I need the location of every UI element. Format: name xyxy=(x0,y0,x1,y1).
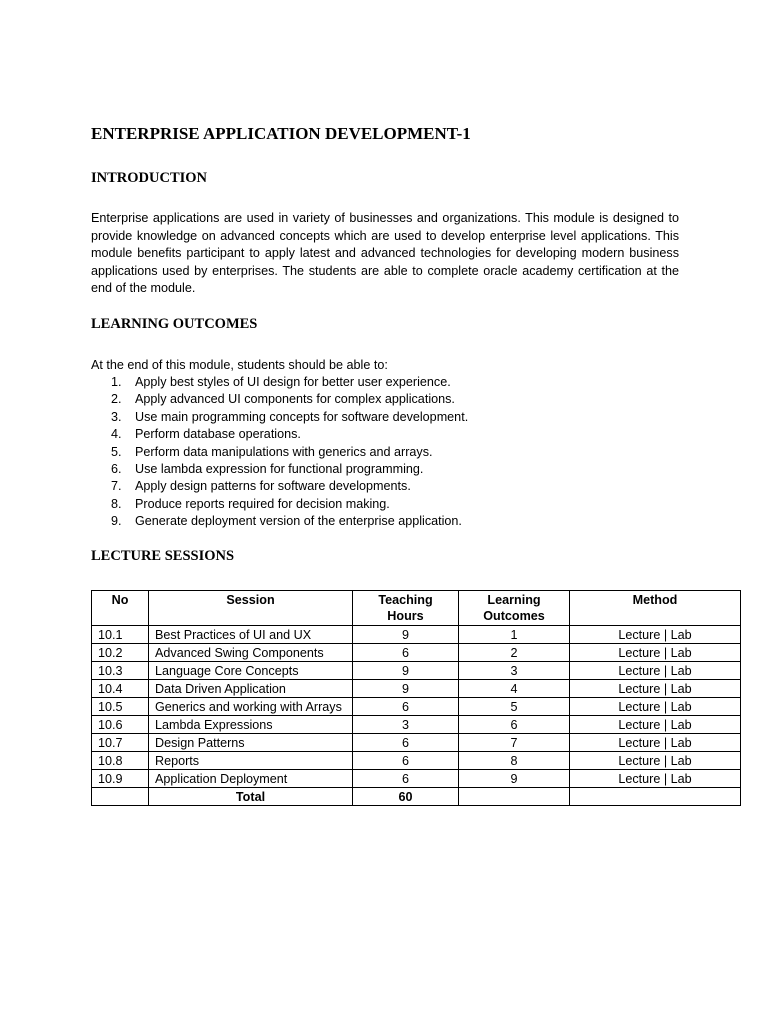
list-item-number: 2. xyxy=(111,392,122,407)
cell-teaching-hours: 9 xyxy=(353,626,459,644)
cell-learning-outcomes: 4 xyxy=(459,680,570,698)
list-item-text: Perform data manipulations with generics and arrays. xyxy=(135,444,433,459)
list-item xyxy=(91,391,468,408)
list-item xyxy=(91,513,468,530)
cell-no: 10.3 xyxy=(92,662,149,680)
learning-outcomes-list xyxy=(91,374,468,531)
cell-no: 10.1 xyxy=(92,626,149,644)
cell-learning-outcomes xyxy=(459,788,570,806)
learning-outcomes-lead: At the end of this module, students should be able to: xyxy=(91,358,388,372)
table-row xyxy=(92,734,741,752)
cell-method: Lecture | Lab xyxy=(570,680,741,698)
list-item xyxy=(91,374,468,391)
cell-method: Lecture | Lab xyxy=(570,644,741,662)
cell-method: Lecture | Lab xyxy=(570,626,741,644)
cell-no: 10.6 xyxy=(92,716,149,734)
cell-method xyxy=(570,788,741,806)
cell-session: Application Deployment xyxy=(149,770,353,788)
column-header-method: Method xyxy=(570,591,741,626)
list-item-number: 5. xyxy=(111,444,122,459)
cell-teaching-hours: 9 xyxy=(353,662,459,680)
introduction-heading: INTRODUCTION xyxy=(91,170,208,186)
table-row xyxy=(92,716,741,734)
list-item-text: Generate deployment version of the enterprise application. xyxy=(135,514,462,529)
column-header-teaching-hours: Teaching Hours xyxy=(353,591,459,626)
cell-no: 10.4 xyxy=(92,680,149,698)
cell-teaching-hours: 6 xyxy=(353,752,459,770)
cell-method: Lecture | Lab xyxy=(570,698,741,716)
list-item-number: 4. xyxy=(111,427,122,442)
table-row xyxy=(92,752,741,770)
cell-no: 10.8 xyxy=(92,752,149,770)
cell-teaching-hours: 6 xyxy=(353,698,459,716)
cell-no: 10.7 xyxy=(92,734,149,752)
list-item-text: Use main programming concepts for software development. xyxy=(135,409,469,424)
cell-no xyxy=(92,788,149,806)
column-header-no: No xyxy=(92,591,149,626)
cell-method: Lecture | Lab xyxy=(570,752,741,770)
cell-learning-outcomes: 5 xyxy=(459,698,570,716)
document-title: ENTERPRISE APPLICATION DEVELOPMENT-1 xyxy=(91,124,471,143)
cell-no: 10.5 xyxy=(92,698,149,716)
list-item-number: 6. xyxy=(111,462,122,477)
cell-session: Lambda Expressions xyxy=(149,716,353,734)
cell-method: Lecture | Lab xyxy=(570,662,741,680)
lecture-sessions-table xyxy=(91,590,741,806)
cell-session: Language Core Concepts xyxy=(149,662,353,680)
list-item xyxy=(91,461,468,478)
list-item-text: Produce reports required for decision making. xyxy=(135,496,390,511)
list-item xyxy=(91,409,468,426)
list-item-text: Apply advanced UI components for complex applications. xyxy=(135,392,455,407)
cell-session: Advanced Swing Components xyxy=(149,644,353,662)
column-header-learning-outcomes: Learning Outcomes xyxy=(459,591,570,626)
list-item xyxy=(91,426,468,443)
cell-teaching-hours: 6 xyxy=(353,770,459,788)
cell-learning-outcomes: 6 xyxy=(459,716,570,734)
cell-teaching-hours: 3 xyxy=(353,716,459,734)
list-item-number: 7. xyxy=(111,479,122,494)
list-item-number: 8. xyxy=(111,496,122,511)
cell-teaching-hours: 6 xyxy=(353,644,459,662)
cell-session: Design Patterns xyxy=(149,734,353,752)
list-item-text: Apply design patterns for software developments. xyxy=(135,479,411,494)
cell-learning-outcomes: 9 xyxy=(459,770,570,788)
cell-session: Best Practices of UI and UX xyxy=(149,626,353,644)
cell-no: 10.2 xyxy=(92,644,149,662)
total-teaching-hours: 60 xyxy=(353,788,459,806)
list-item-text: Use lambda expression for functional programming. xyxy=(135,462,424,477)
column-header-session: Session xyxy=(149,591,353,626)
learning-outcomes-heading: LEARNING OUTCOMES xyxy=(91,316,258,332)
cell-learning-outcomes: 8 xyxy=(459,752,570,770)
cell-session: Data Driven Application xyxy=(149,680,353,698)
table-header-row xyxy=(92,591,741,626)
cell-learning-outcomes: 7 xyxy=(459,734,570,752)
cell-method: Lecture | Lab xyxy=(570,716,741,734)
list-item xyxy=(91,496,468,513)
cell-learning-outcomes: 2 xyxy=(459,644,570,662)
cell-no: 10.9 xyxy=(92,770,149,788)
table-row xyxy=(92,698,741,716)
list-item-number: 1. xyxy=(111,375,122,389)
list-item-text: Perform database operations. xyxy=(135,427,301,442)
table-row xyxy=(92,626,741,644)
cell-method: Lecture | Lab xyxy=(570,734,741,752)
cell-learning-outcomes: 1 xyxy=(459,626,570,644)
list-item xyxy=(91,478,468,495)
introduction-paragraph: Enterprise applications are used in variety of businesses and organizations. This module is designed to provide knowledge on advanced concepts which are used to develop enterprise level applications. This module benefits participant to apply latest and advanced technologies for developing modern business applications used by enterprises. The students are able to complete oracle academy certification at the end of the module. xyxy=(91,211,679,296)
cell-session: Generics and working with Arrays xyxy=(149,698,353,716)
lecture-sessions-heading: LECTURE SESSIONS xyxy=(91,548,235,564)
table-total-row xyxy=(92,788,741,806)
table-row xyxy=(92,680,741,698)
cell-teaching-hours: 9 xyxy=(353,680,459,698)
cell-method: Lecture | Lab xyxy=(570,770,741,788)
list-item-text: Apply best styles of UI design for better user experience. xyxy=(135,375,451,389)
cell-session: Reports xyxy=(149,752,353,770)
total-label: Total xyxy=(149,788,353,806)
list-item xyxy=(91,444,468,461)
table-row xyxy=(92,662,741,680)
table-row xyxy=(92,770,741,788)
cell-teaching-hours: 6 xyxy=(353,734,459,752)
list-item-number: 9. xyxy=(111,514,122,529)
cell-learning-outcomes: 3 xyxy=(459,662,570,680)
list-item-number: 3. xyxy=(111,409,122,424)
table-row xyxy=(92,644,741,662)
